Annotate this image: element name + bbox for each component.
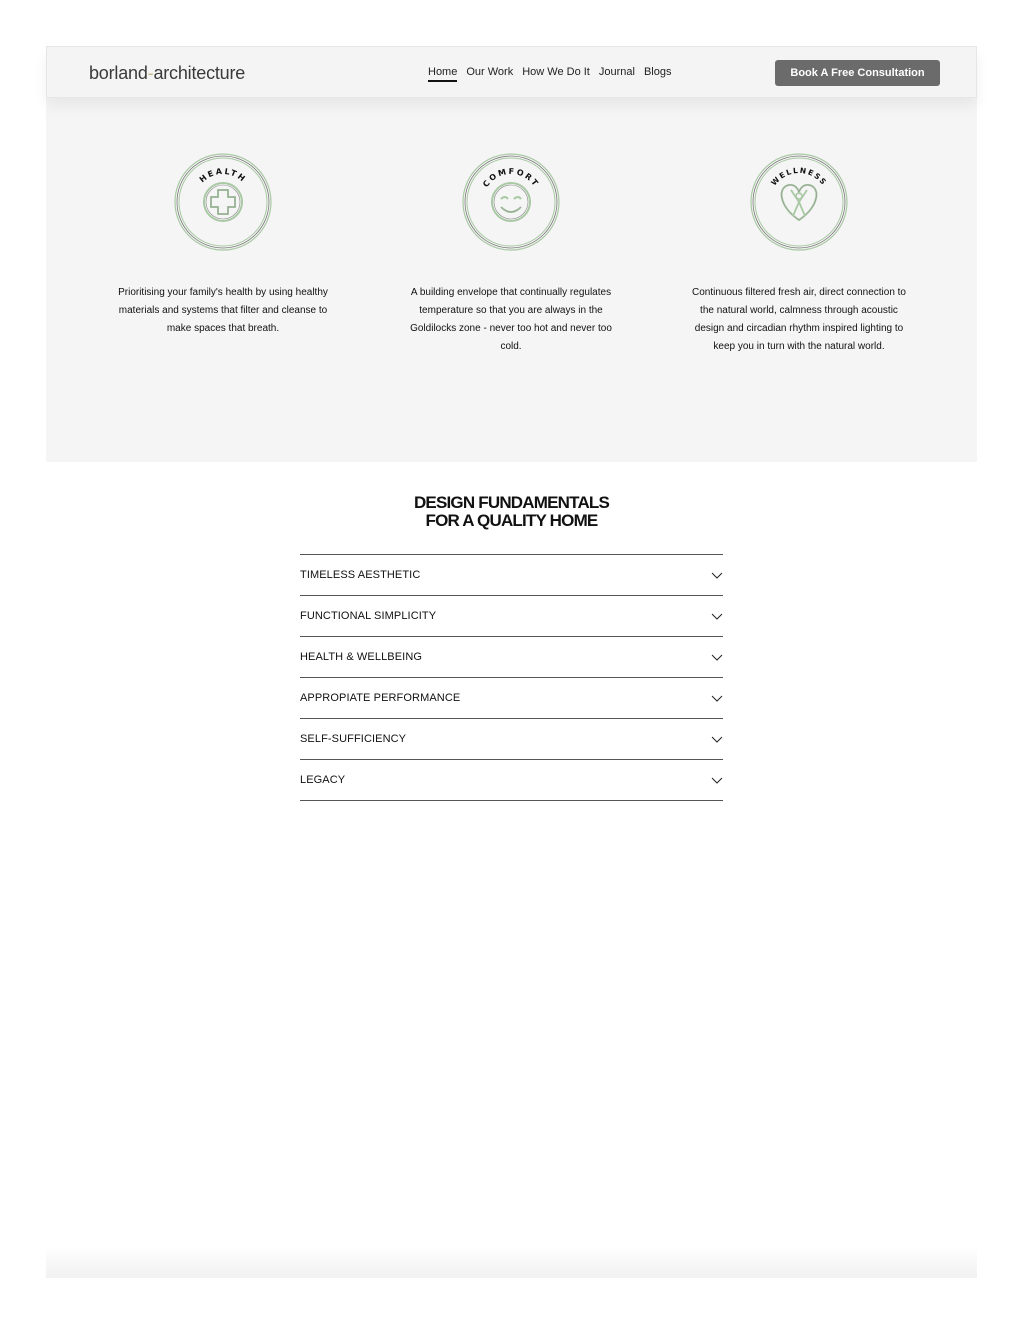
- accordion-label: APPROPIATE PERFORMANCE: [300, 692, 461, 704]
- accordion-item-self-sufficiency[interactable]: [300, 719, 723, 760]
- svg-text:HEALTH: HEALTH: [197, 166, 249, 185]
- nav-journal[interactable]: Journal: [598, 66, 635, 78]
- chevron-down-icon: [711, 733, 723, 745]
- chevron-down-icon: [711, 610, 723, 622]
- accordion-label: FUNCTIONAL SIMPLICITY: [300, 610, 437, 622]
- accordion-item-health-wellbeing[interactable]: [300, 637, 723, 678]
- accordion-item-timeless-aesthetic[interactable]: [300, 555, 723, 596]
- chevron-down-icon: [711, 692, 723, 704]
- site-header: [46, 46, 977, 98]
- feature-health-description: Prioritising your family's health by using healthy materials and systems that filter and cleanse to make spaces that breath.: [118, 287, 328, 334]
- chevron-down-icon: [711, 651, 723, 663]
- accordion-item-functional-simplicity[interactable]: [300, 596, 723, 637]
- accordion-label: HEALTH & WELLBEING: [300, 651, 423, 663]
- wellness-badge-icon: [749, 152, 849, 252]
- accordion-label: LEGACY: [300, 774, 346, 786]
- nav-our-work[interactable]: Our Work: [466, 66, 514, 78]
- page-frame: [46, 46, 977, 1278]
- chevron-down-icon: [711, 569, 723, 581]
- comfort-badge-icon: [461, 152, 561, 252]
- feature-wellness-description: Continuous filtered fresh air, direct connection to the natural world, calmness through acoustic design and circadian rhythm inspired lighting to keep you in turn with the natural world.: [691, 287, 906, 352]
- nav-how-we-do-it[interactable]: How We Do It: [522, 66, 590, 78]
- accordion-label: TIMELESS AESTHETIC: [300, 569, 421, 581]
- fundamentals-title: [46, 494, 977, 530]
- health-badge-icon: [173, 152, 273, 252]
- bottom-fade: [46, 1246, 977, 1278]
- book-consultation-button[interactable]: Book A Free Consultation: [775, 60, 940, 86]
- fundamentals-accordion: [300, 554, 723, 801]
- logo-text-right: architecture: [153, 63, 246, 83]
- feature-comfort-description: A building envelope that continually regulates temperature so that you are always in the Goldilocks zone - never too hot and never too cold.: [410, 287, 612, 352]
- logo-text-left: borland: [89, 63, 148, 83]
- accordion-item-legacy[interactable]: [300, 760, 723, 801]
- logo[interactable]: [89, 63, 245, 84]
- accordion-item-appropiate-performance[interactable]: [300, 678, 723, 719]
- svg-text:WELLNESS: WELLNESS: [769, 165, 829, 188]
- features-band: [46, 98, 977, 462]
- fundamentals-title-line1: DESIGN FUNDAMENTALS: [413, 493, 610, 512]
- main-nav: [428, 66, 671, 82]
- nav-blogs[interactable]: Blogs: [643, 66, 672, 78]
- nav-home[interactable]: Home: [428, 66, 457, 82]
- fundamentals-title-line2: FOR A QUALITY HOME: [425, 511, 598, 530]
- logo-separator: -: [147, 63, 154, 83]
- chevron-down-icon: [711, 774, 723, 786]
- svg-text:COMFORT: COMFORT: [481, 166, 541, 189]
- accordion-label: SELF-SUFFICIENCY: [300, 733, 407, 745]
